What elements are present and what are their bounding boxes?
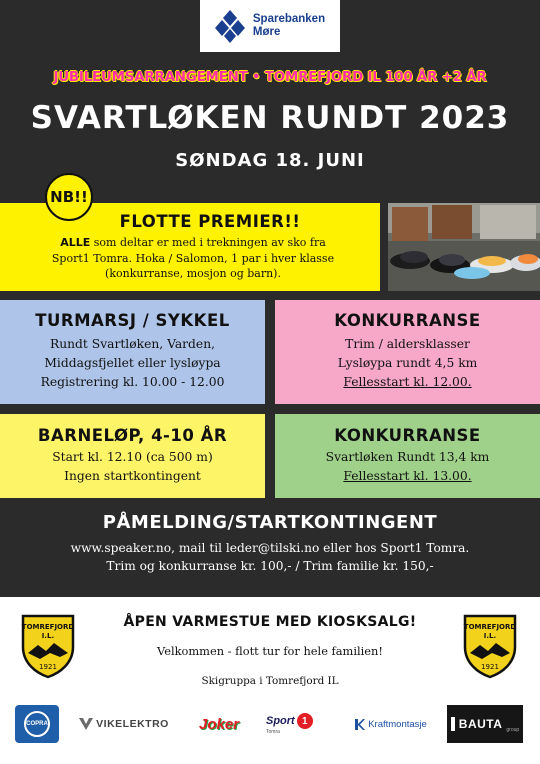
crest-club-name: TOMREFJORD [463, 623, 517, 631]
copra-logo [14, 704, 60, 744]
barnelop-line: Start kl. 12.10 (ca 500 m) [52, 450, 213, 464]
turmarsj-line: Registrering kl. 10.00 - 12.00 [40, 375, 225, 389]
bauta-sub: group [506, 727, 520, 733]
sponsor-name-line2: Møre [252, 26, 281, 38]
bauta-name: BAUTA [458, 717, 503, 731]
organizer-text: Skigruppa i Tomrefjord IL [201, 675, 339, 687]
joker-name: Joker [198, 715, 240, 733]
konkurranse-start-time: Fellesstart kl. 13.00. [343, 469, 472, 483]
joker-logo [192, 704, 246, 744]
sport1-name: Sport [266, 715, 295, 727]
shoes-photo [388, 203, 540, 291]
prize-line1: som deltar er med i trekningen av sko fra [90, 236, 326, 249]
copra-name: COPRA [24, 711, 50, 737]
prize-all-word: ALLE [60, 236, 91, 249]
barnelop-line: Ingen startkontingent [64, 469, 201, 483]
barnelop-box [0, 414, 265, 498]
konkurranse-heading: KONKURRANSE [334, 426, 481, 445]
vikelektro-logo [76, 704, 172, 744]
turmarsj-line: Middagsfjellet eller lysløypa [44, 356, 221, 370]
nb-badge: NB!! [45, 173, 93, 221]
sparebanken-more-logo [200, 0, 340, 52]
jubilee-subtitle: JUBILEUMSARRANGEMENT • TOMREFJORD IL 100 ÅR +2 ÅR [53, 70, 487, 85]
konkurranse-line: Svartløken Rundt 13,4 km [325, 450, 490, 464]
registration-section [0, 512, 540, 573]
prize-description [12, 235, 374, 282]
tomrefjord-crest-icon [462, 613, 518, 679]
konkurranse-line: Lysløypa rundt 4,5 km [337, 356, 478, 370]
sport1-location: Tomra [266, 729, 280, 735]
turmarsj-line: Rundt Svartløken, Varden, [49, 337, 216, 351]
kraftmontasje-logo [344, 704, 438, 744]
event-date: SØNDAG 18. JUNI [175, 150, 365, 171]
shoes-image [388, 203, 540, 291]
konkurranse-heading: KONKURRANSE [334, 311, 481, 330]
event-title: SVARTLØKEN RUNDT 2023 [30, 100, 510, 136]
konkurranse-line: Trim / aldersklasser [345, 337, 470, 351]
crest-club-name: TOMREFJORD [21, 623, 75, 631]
vikelektro-name: VIKELEKTRO [96, 718, 169, 730]
prize-line3: (konkurranse, mosjon og barn). [105, 267, 281, 280]
turmarsj-heading: TURMARSJ / SYKKEL [35, 311, 230, 330]
registration-title: PÅMELDING/STARTKONTINGENT [102, 512, 438, 533]
sport1-logo [266, 704, 330, 744]
turmarsj-box [0, 300, 265, 404]
warm-room-title: ÅPEN VARMESTUE MED KIOSKSALG! [123, 614, 417, 630]
kraftmontasje-name: Kraftmontasje [368, 718, 427, 730]
registration-info: www.speaker.no, mail til leder@tilski.no eller hos Sport1 Tomra. [70, 541, 470, 555]
crest-year: 1921 [39, 663, 57, 671]
konkurranse-box-2 [275, 414, 540, 498]
konkurranse-box-1 [275, 300, 540, 404]
footer-section [0, 597, 540, 764]
konkurranse-start-time: Fellesstart kl. 12.00. [343, 375, 472, 389]
prize-title: FLOTTE PREMIER!! [119, 212, 301, 231]
bauta-logo [446, 704, 524, 744]
vikelektro-v-icon [79, 718, 93, 730]
crest-club-abbr: I.L. [41, 632, 55, 640]
welcome-text: Velkommen - flott tur for hele familien! [157, 644, 383, 658]
sparebanken-diamond-icon [215, 9, 245, 43]
sport1-number: 1 [297, 713, 313, 729]
kraftmontasje-k-icon [355, 719, 365, 730]
crest-club-abbr: I.L. [483, 632, 497, 640]
prize-line2: Sport1 Tomra. Hoka / Salomon, 1 par i hver klasse [51, 251, 335, 265]
barnelop-heading: BARNELØP, 4-10 ÅR [37, 426, 228, 445]
crest-year: 1921 [481, 663, 499, 671]
sponsor-name-line1: Sparebanken [252, 13, 326, 25]
registration-fees: Trim og konkurranse kr. 100,- / Trim familie kr. 150,- [106, 559, 434, 573]
